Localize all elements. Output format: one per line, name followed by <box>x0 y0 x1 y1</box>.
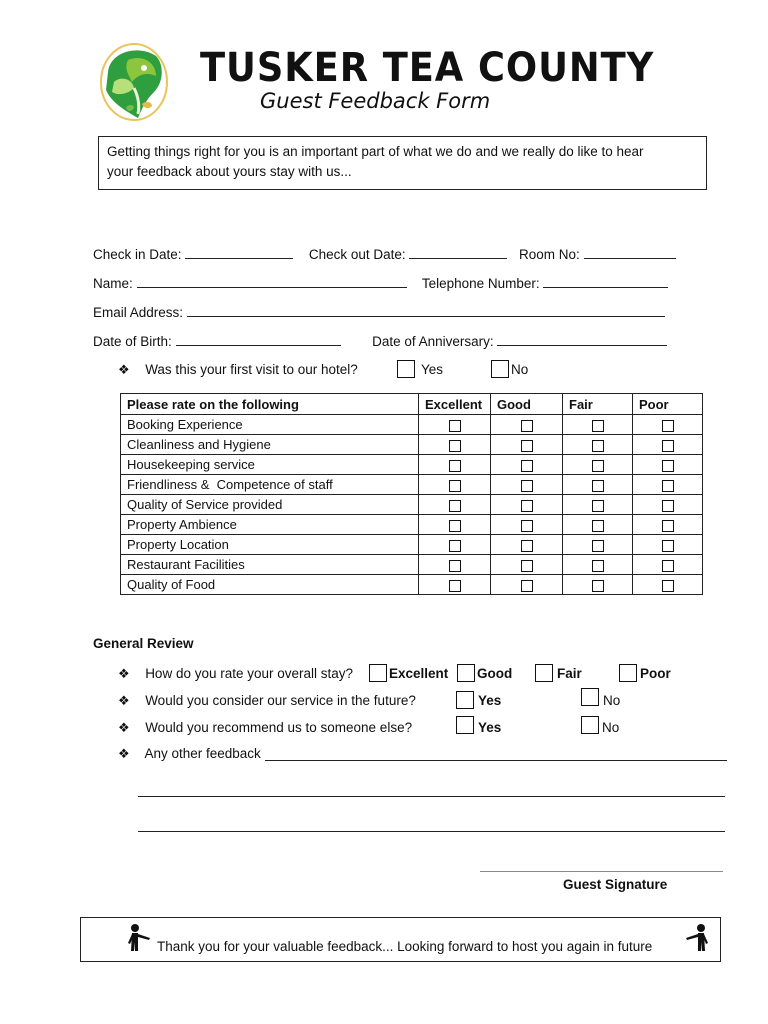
table-row <box>121 575 703 595</box>
person-pointing-icon <box>684 923 712 958</box>
check-out-label: Check out Date: <box>308 247 406 262</box>
bullet-icon: ❖ <box>118 693 130 708</box>
recommend-yes-label: Yes <box>478 720 502 735</box>
first-visit-question: Was this your first visit to our hotel? <box>145 362 358 377</box>
table-row <box>121 455 703 475</box>
header-fair: Fair <box>563 394 633 415</box>
rating-fair-checkbox[interactable] <box>592 460 604 472</box>
general-review-title: General Review <box>93 636 194 651</box>
rating-excellent-checkbox[interactable] <box>449 440 461 452</box>
overall-excellent-label: Excellent <box>389 666 449 681</box>
feedback-line-3[interactable] <box>138 831 725 832</box>
logo <box>98 42 170 124</box>
rating-good-checkbox[interactable] <box>521 560 533 572</box>
future-row <box>118 693 416 709</box>
first-visit-yes-checkbox[interactable] <box>397 360 415 378</box>
table-row <box>121 495 703 515</box>
row-label: Cleanliness and Hygiene <box>121 435 419 455</box>
rating-good-checkbox[interactable] <box>521 520 533 532</box>
rating-excellent-checkbox[interactable] <box>449 580 461 592</box>
overall-poor-checkbox[interactable] <box>619 664 637 682</box>
rating-poor-checkbox[interactable] <box>662 480 674 492</box>
row-label: Booking Experience <box>121 415 419 435</box>
table-row <box>121 515 703 535</box>
future-yes-label: Yes <box>478 693 502 708</box>
intro-text-line2: your feedback about yours stay with us... <box>107 164 352 179</box>
row-birth <box>93 333 667 349</box>
overall-good-checkbox[interactable] <box>457 664 475 682</box>
header-good: Good <box>491 394 563 415</box>
row-label: Quality of Service provided <box>121 495 419 515</box>
rating-excellent-checkbox[interactable] <box>449 540 461 552</box>
bullet-icon: ❖ <box>118 746 130 761</box>
row-label: Property Ambience <box>121 515 419 535</box>
rating-good-checkbox[interactable] <box>521 460 533 472</box>
table-row <box>121 475 703 495</box>
row-label: Restaurant Facilities <box>121 555 419 575</box>
rating-good-checkbox[interactable] <box>521 540 533 552</box>
email-label: Email Address: <box>93 305 184 320</box>
overall-good-label: Good <box>477 666 513 681</box>
first-visit-no-label: No <box>511 362 529 377</box>
check-in-field[interactable] <box>185 246 293 259</box>
rating-poor-checkbox[interactable] <box>662 460 674 472</box>
future-question: Would you consider our service in the future? <box>145 693 416 708</box>
row-name <box>93 275 668 291</box>
rating-poor-checkbox[interactable] <box>662 580 674 592</box>
dob-label: Date of Birth: <box>93 334 172 349</box>
rating-good-checkbox[interactable] <box>521 440 533 452</box>
check-out-field[interactable] <box>409 246 507 259</box>
rating-poor-checkbox[interactable] <box>662 540 674 552</box>
rating-fair-checkbox[interactable] <box>592 420 604 432</box>
bullet-icon: ❖ <box>118 666 130 681</box>
name-field[interactable] <box>137 275 407 288</box>
rating-good-checkbox[interactable] <box>521 420 533 432</box>
recommend-no-checkbox[interactable] <box>581 716 599 734</box>
rating-poor-checkbox[interactable] <box>662 440 674 452</box>
rating-fair-checkbox[interactable] <box>592 500 604 512</box>
table-row <box>121 555 703 575</box>
recommend-row <box>118 720 412 736</box>
feedback-line-1[interactable] <box>265 760 727 761</box>
feedback-row <box>118 746 261 762</box>
anniversary-label: Date of Anniversary: <box>372 334 494 349</box>
rating-poor-checkbox[interactable] <box>662 520 674 532</box>
room-no-field[interactable] <box>584 246 676 259</box>
header-poor: Poor <box>633 394 703 415</box>
row-label: Quality of Food <box>121 575 419 595</box>
page-subtitle: Guest Feedback Form <box>260 89 491 113</box>
email-field[interactable] <box>187 304 665 317</box>
rating-poor-checkbox[interactable] <box>662 560 674 572</box>
rating-poor-checkbox[interactable] <box>662 420 674 432</box>
rating-good-checkbox[interactable] <box>521 500 533 512</box>
rating-fair-checkbox[interactable] <box>592 440 604 452</box>
page-title: TUSKER TEA COUNTY <box>200 45 655 91</box>
rating-excellent-checkbox[interactable] <box>449 480 461 492</box>
rating-fair-checkbox[interactable] <box>592 540 604 552</box>
first-visit-no-checkbox[interactable] <box>491 360 509 378</box>
row-label: Property Location <box>121 535 419 555</box>
bullet-icon: ❖ <box>118 362 130 377</box>
row-dates <box>93 246 676 262</box>
rating-poor-checkbox[interactable] <box>662 500 674 512</box>
recommend-no-label: No <box>602 720 620 735</box>
rating-fair-checkbox[interactable] <box>592 560 604 572</box>
footer-text: Thank you for your valuable feedback... Looking forward to host you again in future <box>157 939 653 954</box>
feedback-label: Any other feedback <box>144 746 261 761</box>
overall-fair-checkbox[interactable] <box>535 664 553 682</box>
telephone-field[interactable] <box>543 275 668 288</box>
telephone-label: Telephone Number: <box>421 276 540 291</box>
first-visit-row <box>118 362 358 378</box>
rating-table-header <box>121 394 703 415</box>
room-no-label: Room No: <box>518 247 580 262</box>
overall-question: How do you rate your overall stay? <box>145 666 354 681</box>
anniversary-field[interactable] <box>497 333 667 346</box>
name-label: Name: <box>93 276 133 291</box>
recommend-yes-checkbox[interactable] <box>456 716 474 734</box>
rating-fair-checkbox[interactable] <box>592 580 604 592</box>
future-yes-checkbox[interactable] <box>456 691 474 709</box>
rating-fair-checkbox[interactable] <box>592 480 604 492</box>
future-no-checkbox[interactable] <box>581 688 599 706</box>
rating-excellent-checkbox[interactable] <box>449 420 461 432</box>
dob-field[interactable] <box>176 333 341 346</box>
overall-excellent-checkbox[interactable] <box>369 664 387 682</box>
check-in-label: Check in Date: <box>93 247 182 262</box>
row-label: Friendliness & Competence of staff <box>121 475 419 495</box>
rating-excellent-checkbox[interactable] <box>449 500 461 512</box>
table-row <box>121 535 703 555</box>
rating-excellent-checkbox[interactable] <box>449 520 461 532</box>
row-email <box>93 304 665 320</box>
signature-line[interactable] <box>480 871 723 872</box>
intro-box <box>98 136 707 190</box>
table-row <box>121 415 703 435</box>
rating-excellent-checkbox[interactable] <box>449 460 461 472</box>
first-visit-yes-label: Yes <box>421 362 444 377</box>
recommend-question: Would you recommend us to someone else? <box>145 720 413 735</box>
header-excellent: Excellent <box>419 394 491 415</box>
rating-good-checkbox[interactable] <box>521 480 533 492</box>
future-no-label: No <box>603 693 621 708</box>
header-criteria: Please rate on the following <box>121 394 419 415</box>
rating-table <box>120 393 703 595</box>
rating-fair-checkbox[interactable] <box>592 520 604 532</box>
overall-row <box>118 666 353 682</box>
person-pointing-icon <box>124 923 152 958</box>
rating-good-checkbox[interactable] <box>521 580 533 592</box>
overall-fair-label: Fair <box>557 666 582 681</box>
intro-text-line1: Getting things right for you is an important part of what we do and we really do like to hear <box>107 144 644 159</box>
overall-poor-label: Poor <box>640 666 671 681</box>
feedback-line-2[interactable] <box>138 796 725 797</box>
signature-label: Guest Signature <box>563 877 668 892</box>
table-row <box>121 435 703 455</box>
tea-leaf-logo-icon <box>98 42 170 124</box>
row-label: Housekeeping service <box>121 455 419 475</box>
bullet-icon: ❖ <box>118 720 130 735</box>
rating-excellent-checkbox[interactable] <box>449 560 461 572</box>
